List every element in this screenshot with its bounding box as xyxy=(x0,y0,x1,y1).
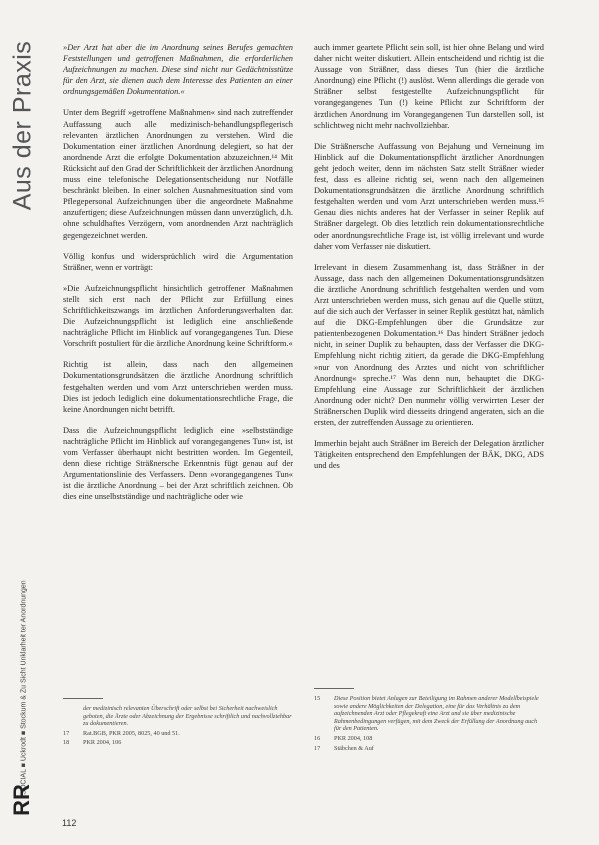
footnote xyxy=(314,745,544,753)
section-title: Aus der Praxis xyxy=(8,40,37,210)
running-head: SOCIAL ■ Uckrodt ■ Stockum & Zu Sicht Unklarheit ter Anordnungen xyxy=(20,580,28,795)
footnote-number: 15 xyxy=(314,695,321,702)
paragraph: Die Sträßnersche Auffassung von Bejahung und Verneinung im Hinblick auf die Dokumentationspflicht ärztlicher Anordnungen geht jedoch weiter, denn im nächsten Satz stellt Sträßner wieder fest, dass es alleine richtig sei, wenn nach den allgemeinen Dokumentationsgrundsätzen die ärztliche Anordnung schriftlich festgehalten werden und vom Arzt unterschrieben werden muss.¹⁵ Genau dies nichts anderes hat der Verfasser in seiner Replik auf Sträßner dargelegt. Ob dies letztlich rein dokumentationsrechtliche oder anordnungsrechtliche Frage ist, ist völlig irrelevant und wurde daher vom Verfasser nie diskutiert. xyxy=(314,141,544,251)
footnote-number: 16 xyxy=(314,734,321,742)
footnote-text: Stäbchen & Auf xyxy=(334,744,374,752)
left-column xyxy=(63,42,293,512)
footnote-rule xyxy=(314,688,354,689)
paragraph: »Die Aufzeichnungspflicht hinsichtlich getroffener Maßnahmen stellt sich erst nach der Pflicht zur Erfüllung eines Schriftlichkeitszwangs im ärztlichen Anforderungsverhalten dar. Die Aufzeichnungspflicht ist lediglich eine anschließende nachträgliche Pflicht im Hinblick auf vorangegangenes Tun. Diese Vorschrift postuliert für die ärztliche Anordnung keine Schriftform.« xyxy=(63,283,293,349)
journal-logo: RR xyxy=(9,784,34,816)
footnote-text: Rat.BGB, PKR 2005, 8025, 40 und 51. xyxy=(83,729,180,737)
footnote-text: Diese Position bietet Anlagen zur Beteiligung im Rahmen anderer Modellbeispiele sowie andere Möglichkeiten der Delegation, eine für das Verhältnis zu dem aufzeichnenden Arzt oder Pflegekraft eine Arzt und sie über medizinische Rahmenbedingungen verfügen, mit dem Zweck der Erfüllung der Anordnung auch für den Patienten. xyxy=(334,695,539,733)
footnote xyxy=(63,705,293,728)
paragraph: Immerhin bejaht auch Sträßner im Bereich der Delegation ärztlicher Tätigkeiten entsprechend den Empfehlungen der BÄK, DKG, ADS und des xyxy=(314,439,544,471)
footnote xyxy=(63,739,293,747)
paragraph: »Der Arzt hat aber die im Anordnung seines Berufes gemachten Feststellungen und getroffenen Maßnahmen, die erforderlichen Aufzeichnungen zu machen. Diese sind nicht nur Gedächtnisstütze für den Arzt, sie dienen auch dem Interesse des Patienten an einer ordnungsgemäßen Dokumentation.« xyxy=(63,43,293,97)
footnote-number: 17 xyxy=(314,744,321,752)
footnote xyxy=(314,695,544,733)
footnotes-right xyxy=(314,688,544,754)
footnote xyxy=(63,730,293,738)
page-number: 112 xyxy=(62,818,77,828)
footnote-number: 17 xyxy=(63,729,70,737)
footnote-rule xyxy=(63,698,103,699)
footnote-text: PKR 2004, 108 xyxy=(334,734,373,742)
right-column xyxy=(314,42,544,481)
footnote-text: PKR 2004, 106 xyxy=(83,739,122,747)
paragraph: Dass die Aufzeichnungspflicht lediglich eine »selbstständige nachträgliche Pflicht im Hinblick auf vorangegangenes Tun« ist, ist vom Verfasser überhaupt nicht bestritten worden. Im Gegenteil, denn diese richtige Sträßnersche Erkenntnis fügt genau auf der Argumentationslinie des Verfassers. Denn »vorangegangenes Tun« ist die ärztliche Anordnung – bei der Arzt schriftlich zeichnen. Ob dies eine unselbstständige und nachträgliche oder wie xyxy=(63,425,293,502)
paragraph: Richtig ist allein, dass nach den allgemeinen Dokumentationsgrundsätzen die ärztliche Anordnung schriftlich festgehalten werden und vom Arzt unterschrieben werden muss. Dies ist jedoch lediglich eine dokumentationsrechtliche Frage, die keine Anordnungen nicht betrifft. xyxy=(63,360,293,414)
footnote-text: der medizinisch relevanten Überschrift oder selbst bei Sicherheit nachweislich geboten, die Ärzte oder Abzeichnung der Ergebnisse schriftlich und nachvollziehbar zu dokumentieren. xyxy=(83,705,292,728)
paragraph: Unter dem Begriff »getroffene Maßnahmen« sind nach zutreffender Auffassung auch alle medizinisch-behandlungspflegerisch relevanten ärztlichen Anordnungen zu verstehen. Wird die Dokumentation einer ärztlichen Anordnung delegiert, so hat der anordnende Arzt die erfolgte Dokumentation abzuzeichnen.¹⁴ Mit Rücksicht auf den Grad der Schriftlichkeit der ärztlichen Anordnung muss eine telefonische Delegationsentscheidung nur Notfälle beschränkt bleiben. In einer solchen Ausnahmesituation sind vom Pflegepersonal Aufzeichnungen über die angeordnete Maßnahme anzufertigen; diese Aufzeichnungen müssen dann unverzüglich, d.h. ohne schuldhaftes Verzögern, vom anordnenden Arzt nachträglich gegengezeichnet werden. xyxy=(63,108,293,240)
paragraph: Völlig konfus und widersprüchlich wird die Argumentation Sträßner, wenn er vorträgt: xyxy=(63,251,293,272)
footnote-number: 18 xyxy=(63,739,70,747)
footnote xyxy=(314,735,544,743)
footnote-number xyxy=(63,705,77,728)
paragraph: Irrelevant in diesem Zusammenhang ist, dass Sträßner in der Aussage, dass nach den allgemeinen Dokumentationsgrundsätzen die ärztliche Anordnung schriftlich festgehalten werden und vom Arzt unterschrieben werden muss, sich genau auf die Quelle stützt, auf die sich auch der Verfasser in seiner Replik gestützt hat, nämlich auf die DKG-Empfehlungen über die Grundsätze zur patientenbezogenen Dokumentation.¹⁶ Das hindert Sträßner jedoch nicht, in seiner Duplik zu behaupten, dass der Verfasser die DKG-Empfehlung nicht richtig zitiert, da gerade die DKG-Empfehlung »nur von Anordnung des Arztes und nicht von schriftlicher Anordnung« spreche.¹⁷ Was denn nun, behauptet die DKG-Empfehlung eine Aussage zur Schriftlichkeit der ärztlichen Anordnung oder nicht? Den nunmehr völlig verwirrten Leser der Sträßnerschen Duplik wird diesseits dringend angeraten, sich an die ersten, der zutreffenden Aussage zu orientieren. xyxy=(314,262,544,427)
paragraph: auch immer geartete Pflicht sein soll, ist hier ohne Belang und wird daher nicht weiter diskutiert. Allein entscheidend und richtig ist die Aussage von Sträßner, dass dieses Tun (hier die ärztliche Anordnung) eine Pflicht (!) auslöst. Wenn allerdings die gerade von Sträßner selbst festgestellte Aufzeichnungspflicht für vorangegangenes Tun (!) keine Pflicht zur Schriftform der ärztlichen Anordnung im Vorangegangenen Tun darstellen soll, ist schlichtweg nicht mehr nachvollziehbar. xyxy=(314,43,544,130)
footnotes-left xyxy=(63,698,293,749)
